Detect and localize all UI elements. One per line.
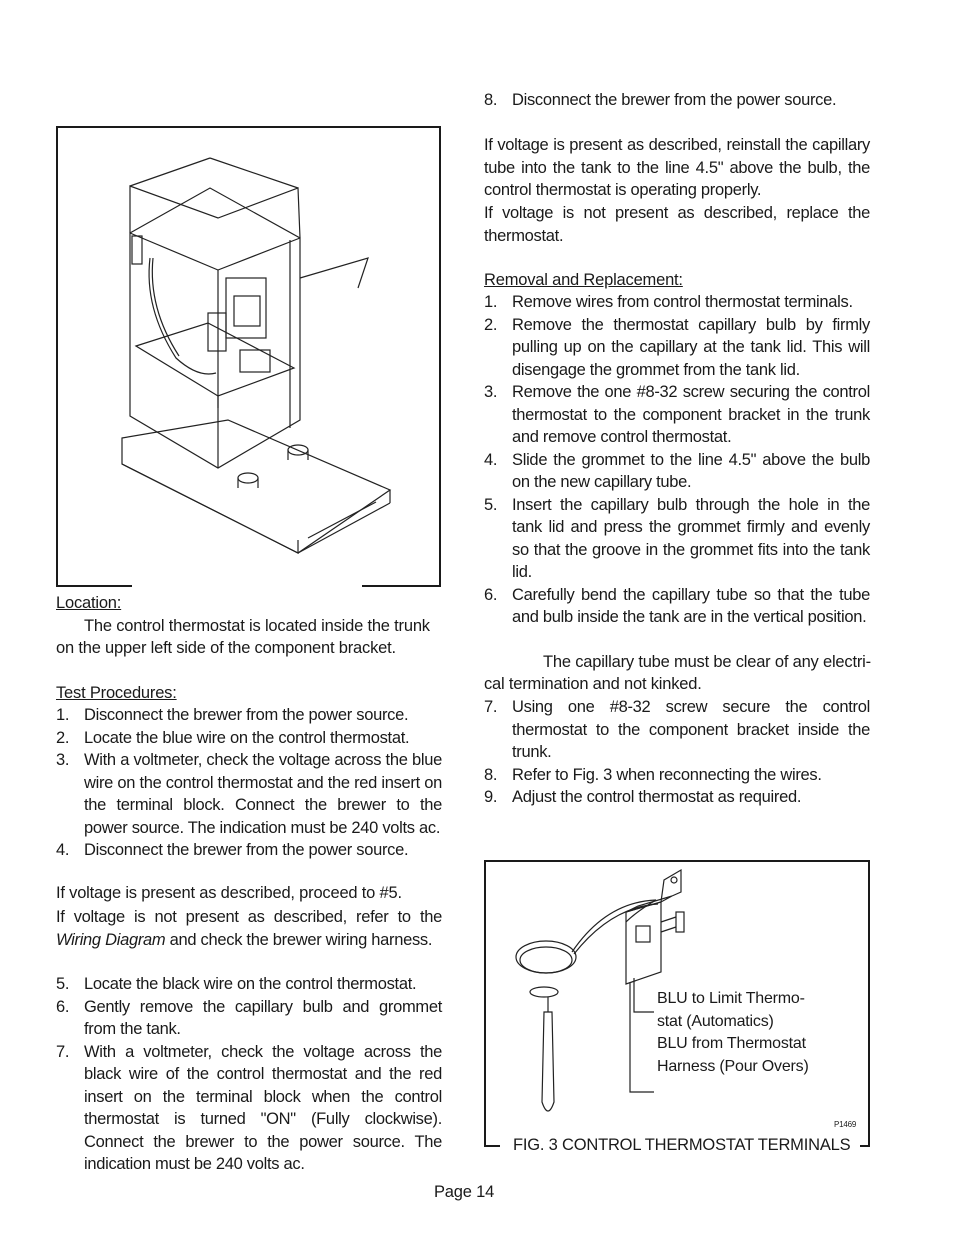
test-step-3: 3. With a voltmeter, check the voltage across the blue wire on the control thermostat and the red insert on the terminal block. Connect the brewer to the power source. The indication must be 240 volts ac. <box>56 751 442 837</box>
fig3-label-line-4: Harness (Pour Overs) <box>657 1058 809 1075</box>
test-step-5: 5. Locate the black wire on the control thermostat. <box>56 975 417 993</box>
final-step-8: 8. Refer to Fig. 3 when reconnecting the wires. <box>484 765 822 784</box>
final-step-7: 7. Using one #8-32 screw secure the control thermostat to the component bracket inside the trunk. <box>484 698 870 761</box>
removal-step-2: 2. Remove the thermostat capillary bulb by firmly pulling up on the capillary at the tank lid. This will disengage the grommet from the tank lid. <box>484 315 870 379</box>
removal-step-4: 4. Slide the grommet to the line 4.5" above the bulb on the new capillary tube. <box>484 450 870 491</box>
if-not-present-paragraph <box>56 906 442 951</box>
removal-step-3: 3. Remove the one #8-32 screw securing the control thermostat to the component bracket in the trunk and remove control thermostat. <box>484 383 870 446</box>
brewer-trunk-drawing <box>58 128 439 585</box>
trunk-illustration-frame <box>56 126 441 587</box>
removal-replacement-heading: Removal and Replacement: <box>484 271 683 289</box>
wiring-diagram-reference: Wiring Diagram <box>56 930 166 949</box>
location-text-line-2: on the upper left side of the component bracket. <box>56 639 396 657</box>
location-text-line-1: The control thermostat is located inside the trunk <box>84 617 430 635</box>
fig3-label-line-1: BLU to Limit Thermo- <box>657 990 805 1007</box>
if-present-paragraph: If voltage is present as described, reinstall the capillary tube into the tank to the line 4.5" above the bulb, the control thermostat is operating properly. <box>484 136 870 199</box>
removal-step-1: 1. Remove wires from control thermostat terminals. <box>484 293 853 311</box>
capillary-note-line-2: cal termination and not kinked. <box>484 675 702 693</box>
if-present-text: If voltage is present as described, proceed to #5. <box>56 884 402 902</box>
fig3-caption: FIG. 3 CONTROL THERMOSTAT TERMINALS <box>513 1136 851 1154</box>
figure-frame-gap <box>132 580 362 590</box>
test-steps-1-4 <box>56 704 442 862</box>
if-not-present-line-2: Wiring Diagram and check the brewer wiring harness. <box>56 930 433 949</box>
if-not-present-replace-paragraph: If voltage is not present as described, replace the thermostat. <box>484 204 870 245</box>
test-step-4: 4. Disconnect the brewer from the power source. <box>56 841 409 859</box>
test-step-1: 1. Disconnect the brewer from the power source. <box>56 706 409 724</box>
test-steps-5-7 <box>56 973 442 1176</box>
if-not-present-line-1: If voltage is not present as described, refer to the <box>56 908 442 926</box>
step-8-disconnect: 8. Disconnect the brewer from the power source. <box>484 91 837 109</box>
removal-step-6: 6. Carefully bend the capillary tube so that the tube and bulb inside the tank are in the vertical position. <box>484 585 870 626</box>
removal-steps <box>484 291 870 629</box>
test-procedures-heading: Test Procedures: <box>56 684 177 702</box>
removal-step-5: 5. Insert the capillary bulb through the hole in the tank lid and press the grommet firmly and evenly so that the groove in the grommet fits into the tank lid. <box>484 495 870 581</box>
fig3-frame <box>484 860 870 1147</box>
location-heading: Location: <box>56 594 122 612</box>
fig3-part-code: P1469 <box>834 1120 857 1129</box>
capillary-note-line-1: The capillary tube must be clear of any electri- <box>543 653 871 671</box>
test-step-7: 7. With a voltmeter, check the voltage across the black wire of the control thermostat and the red insert on the terminal block when the control thermostat is turned "ON" (Fully clockwise). Connect the brewer to the power source. The indication must be 240 volts ac. <box>56 1042 442 1173</box>
fig3-label-line-3: BLU from Thermostat <box>657 1035 806 1052</box>
final-step-9: 9. Adjust the control thermostat as required. <box>484 788 802 806</box>
test-step-2: 2. Locate the blue wire on the control thermostat. <box>56 728 410 747</box>
page-number: Page 14 <box>434 1183 495 1201</box>
test-step-6: 6. Gently remove the capillary bulb and grommet from the tank. <box>56 997 442 1038</box>
fig3-label-line-2: stat (Automatics) <box>657 1013 774 1030</box>
final-steps <box>484 696 870 809</box>
